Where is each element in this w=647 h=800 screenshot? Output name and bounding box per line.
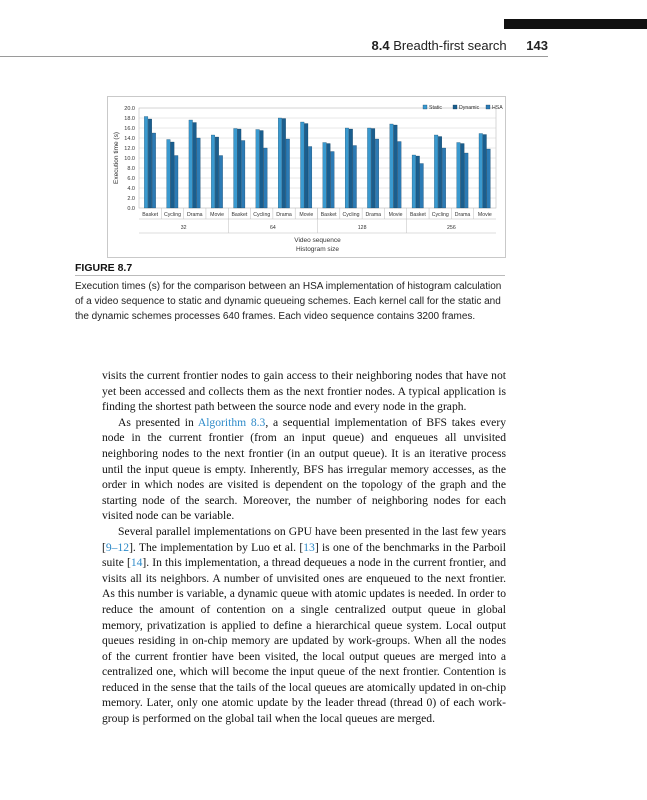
bar-static [189, 120, 193, 208]
y-tick-label: 8.0 [127, 166, 135, 172]
legend-label: HSA [492, 105, 503, 111]
x-tick-label: Movie [388, 212, 403, 218]
p3-text-b: ]. The implementation by Luo et al. [ [129, 540, 304, 554]
bar-static [457, 143, 461, 209]
p3-text-c: ] is one of the benchmarks in the Parboil suite [ [102, 540, 506, 570]
bar-static [256, 130, 260, 209]
paragraph-3 [102, 524, 506, 727]
bar-hsa [264, 148, 268, 208]
running-head [0, 38, 548, 53]
legend-swatch-dynamic [453, 105, 457, 109]
bar-hsa [420, 164, 424, 209]
bar-hsa [331, 152, 335, 209]
y-tick-label: 12.0 [124, 146, 135, 152]
bar-chart [108, 97, 505, 257]
bar-dynamic [282, 119, 286, 209]
bar-dynamic [148, 119, 152, 208]
bar-hsa [353, 146, 357, 209]
bar-hsa [219, 156, 223, 209]
bar-dynamic [461, 144, 465, 209]
p3-text-d: ]. In this implementation, a thread dequeues a node in the current frontier, and visits all its neighbors. A number of unvisited ones are enqueued to the next frontier. As this number is variable, a dynamic queue with atomic updates is needed. In order to reduce the amount of contention on a single centralized output queue in global memory, privatization is applied to define a hierarchical queue system. Local output queues residing in on-chip memory are updated by work-groups. When all the nodes of the current frontier have been visited, the local output queues are merged into a centralized one, which will become the input queue of the next frontier. Contention is reduced in the sense that the tails of the local queues are atomically updated in on-chip memory. Later, only one atomic update by the leader thread (thread 0) of each work-group is performed on the global tail when the local queues are merged. [102, 556, 506, 726]
legend-swatch-static [423, 105, 427, 109]
group-label: 64 [269, 225, 276, 231]
bar-hsa [398, 142, 402, 209]
bar-static [390, 124, 394, 208]
bar-hsa [241, 141, 245, 209]
bar-static [412, 155, 416, 208]
section-number: 8.4 [371, 38, 390, 53]
section-title: Breadth-first search [393, 38, 507, 53]
bar-dynamic [438, 137, 442, 209]
paragraph-2 [102, 415, 506, 524]
x-tick-label: Movie [477, 212, 492, 218]
y-tick-label: 0.0 [127, 206, 135, 212]
bar-hsa [308, 147, 312, 209]
y-tick-label: 14.0 [124, 136, 135, 142]
y-tick-label: 20.0 [124, 106, 135, 112]
x-tick-label: Cycling [163, 212, 181, 218]
bar-static [300, 122, 304, 208]
bar-dynamic [304, 124, 308, 209]
p3-text-a: Several parallel implementations on GPU have been presented in the last few years [ [102, 524, 506, 554]
page-number: 143 [526, 38, 548, 53]
x-tick-label: Drama [365, 212, 382, 218]
header-bar [504, 19, 647, 29]
algorithm-link[interactable]: Algorithm 8.3 [197, 415, 266, 429]
bar-static [278, 118, 282, 208]
figure-chart-frame [107, 96, 506, 258]
y-tick-label: 10.0 [124, 156, 135, 162]
bar-static [323, 143, 327, 209]
bar-hsa [375, 139, 379, 208]
bar-dynamic [327, 144, 331, 209]
bar-hsa [174, 156, 178, 209]
bar-static [367, 128, 371, 208]
p2-text-b: , a sequential implementation of BFS takes every node in the current frontier (from an input queue) and enqueues all unvisited neighboring nodes to the next frontier (in an output queue). It is an iterative process until the input queue is empty. Inherently, BFS has irregular memory accesses, as the order in which nodes are visited is dependent on the topology of the graph and the starting node of the search. Moreover, the number of neighboring nodes for each visited node can be variable. [102, 415, 506, 523]
bar-hsa [442, 148, 446, 208]
bar-dynamic [416, 156, 420, 208]
y-tick-label: 4.0 [127, 186, 135, 192]
legend-label: Dynamic [459, 105, 480, 111]
bar-dynamic [394, 125, 398, 208]
bar-static [211, 135, 215, 208]
body-text [102, 368, 506, 727]
bar-dynamic [193, 123, 197, 209]
bar-hsa [464, 153, 468, 208]
bar-dynamic [371, 129, 375, 209]
bar-dynamic [260, 131, 264, 209]
x-axis-label: Video sequence [294, 237, 341, 244]
reference-link[interactable]: 9–12 [105, 540, 130, 554]
legend-swatch-hsa [486, 105, 490, 109]
bar-hsa [487, 149, 491, 208]
figure-caption: Execution times (s) for the comparison between an HSA implementation of histogram calculation of a video sequence to static and dynamic queueing schemes. Each kernel call for the static and the dynamic schemes processes 640 frames. Each video sequence contains 3200 frames. [75, 281, 502, 322]
bar-dynamic [483, 135, 487, 209]
y-tick-label: 18.0 [124, 116, 135, 122]
group-label: 256 [447, 225, 456, 231]
bar-static [345, 128, 349, 208]
bar-hsa [286, 139, 290, 208]
x-tick-label: Basket [142, 212, 159, 218]
x-axis-label-2: Histogram size [296, 246, 339, 253]
x-tick-label: Cycling [253, 212, 271, 218]
x-tick-label: Movie [210, 212, 225, 218]
x-tick-label: Drama [186, 212, 203, 218]
bar-hsa [152, 133, 156, 208]
bar-static [167, 140, 171, 209]
y-tick-label: 16.0 [124, 126, 135, 132]
reference-link[interactable]: 14 [130, 556, 143, 570]
legend-label: Static [429, 105, 442, 111]
x-tick-label: Basket [320, 212, 337, 218]
x-tick-label: Drama [454, 212, 471, 218]
paragraph-1: visits the current frontier nodes to gain access to their neighboring nodes that have not yet been accessed and collects them as the next frontier nodes. A typical application is finding the shortest path between the source node and every node in the graph. [102, 369, 506, 414]
x-tick-label: Basket [231, 212, 248, 218]
bar-dynamic [171, 142, 175, 208]
x-tick-label: Movie [299, 212, 314, 218]
bar-dynamic [349, 129, 353, 208]
bar-static [434, 135, 438, 208]
bar-dynamic [215, 137, 219, 208]
figure-label: FIGURE 8.7 [75, 262, 133, 274]
p2-text-a: As presented in [118, 415, 198, 429]
y-axis-label: Execution time (s) [113, 131, 120, 185]
bar-dynamic [237, 129, 241, 208]
bar-hsa [197, 138, 201, 208]
header-rule [0, 56, 548, 57]
x-tick-label: Cycling [342, 212, 360, 218]
bar-static [144, 117, 148, 209]
x-tick-label: Basket [409, 212, 426, 218]
bar-static [479, 134, 483, 209]
reference-link[interactable]: 13 [303, 540, 315, 554]
bar-static [234, 129, 238, 209]
figure-rule [75, 275, 505, 276]
group-label: 128 [357, 225, 367, 231]
group-label: 32 [180, 225, 187, 231]
y-tick-label: 2.0 [127, 196, 135, 202]
x-tick-label: Cycling [431, 212, 449, 218]
x-tick-label: Drama [276, 212, 292, 218]
y-tick-label: 6.0 [127, 176, 135, 182]
